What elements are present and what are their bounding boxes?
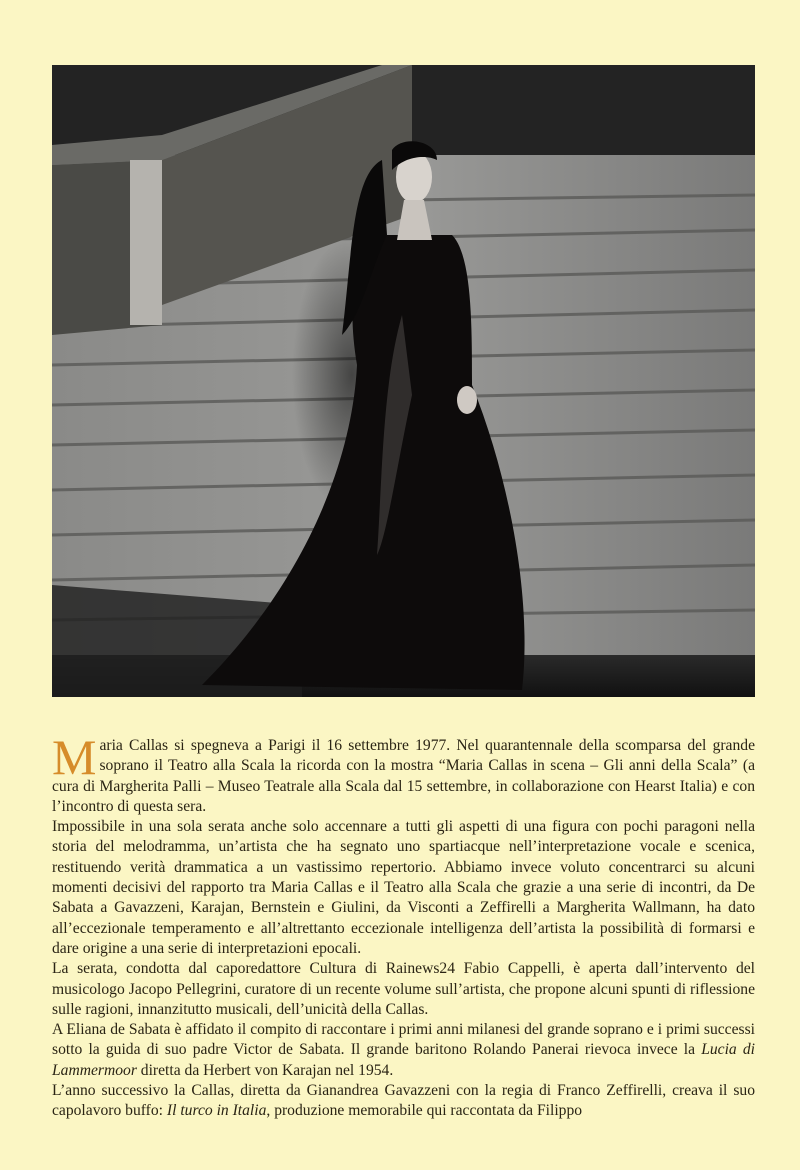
paragraph-overview: Impossibile in una sola serata anche solo accennare a tutti gli aspetti di una figura con pochi paragoni nella storia del melodramma, un’artista che ha segnato uno spartiacque nell’interpretazione vocale e scenica, restituendo verità drammatica a un vastissimo repertorio. Abbiamo invece voluto concentrarci su alcuni momenti decisivi del rapporto tra Maria Callas e il Teatro alla Scala che grazie a una serie di incontri, da De Sabata a Gavazzeni, Karajan, Bernstein e Giulini, da Visconti a Zeffirelli a Margherita Wallmann, ha dato all’eccezionale temperamento e all’altrettanto eccezionale intelligenza dell’artista la possibilità di formarsi e dare origine a una serie di interpretazioni epocali. [52,818,755,957]
paragraph-sabata [52,1020,755,1081]
paragraph-sabata-a: A Eliana de Sabata è affidato il compito di raccontare i primi anni milanesi del grande soprano e i primi successi sotto la guida di suo padre Victor de Sabata. Il grande baritono Rolando Panerai rievoca invece la [52,1021,755,1059]
photograph-icon [52,65,755,697]
paragraph-evening: La serata, condotta dal caporedattore Cultura di Rainews24 Fabio Cappelli, è aperta dall’intervento del musicologo Jacopo Pellegrini, curatore di un recente volume sull’artista, che propone alcuni spunti di riflessione sulle ragioni, innanzitutto musicali, dell’unicità della Callas. [52,960,755,1018]
paragraph-sabata-b: diretta da Herbert von Karajan nel 1954. [136,1061,394,1079]
opera-title-turco: Il turco in Italia [166,1102,267,1120]
opera-title-lucia: Lucia di Lammermoor [52,1041,755,1079]
paragraph-turco-b: , produzione memorabile qui raccontata da Filippo [266,1102,583,1120]
drop-cap: M [52,729,97,785]
paragraph-turco [52,1081,755,1122]
stage-photograph [52,65,755,697]
paragraph-intro-text: aria Callas si spegneva a Parigi il 16 settembre 1977. Nel quarantennale della scomparsa del grande soprano il Teatro alla Scala la ricorda con la mostra “Maria Callas in scena – Gli anni della Scala” (a cura di Margherita Palli – Museo Teatrale alla Scala dal 15 settembre, in collaborazione con Hearst Italia) e con l’incontro di questa sera. [52,737,755,815]
paragraph-intro [52,729,755,817]
paragraph-turco-a: L’anno successivo la Callas, diretta da Gianandrea Gavazzeni con la regia di Franco Zeffirelli, creava il suo capolavoro buffo: [52,1082,755,1120]
article-body [52,729,755,1122]
